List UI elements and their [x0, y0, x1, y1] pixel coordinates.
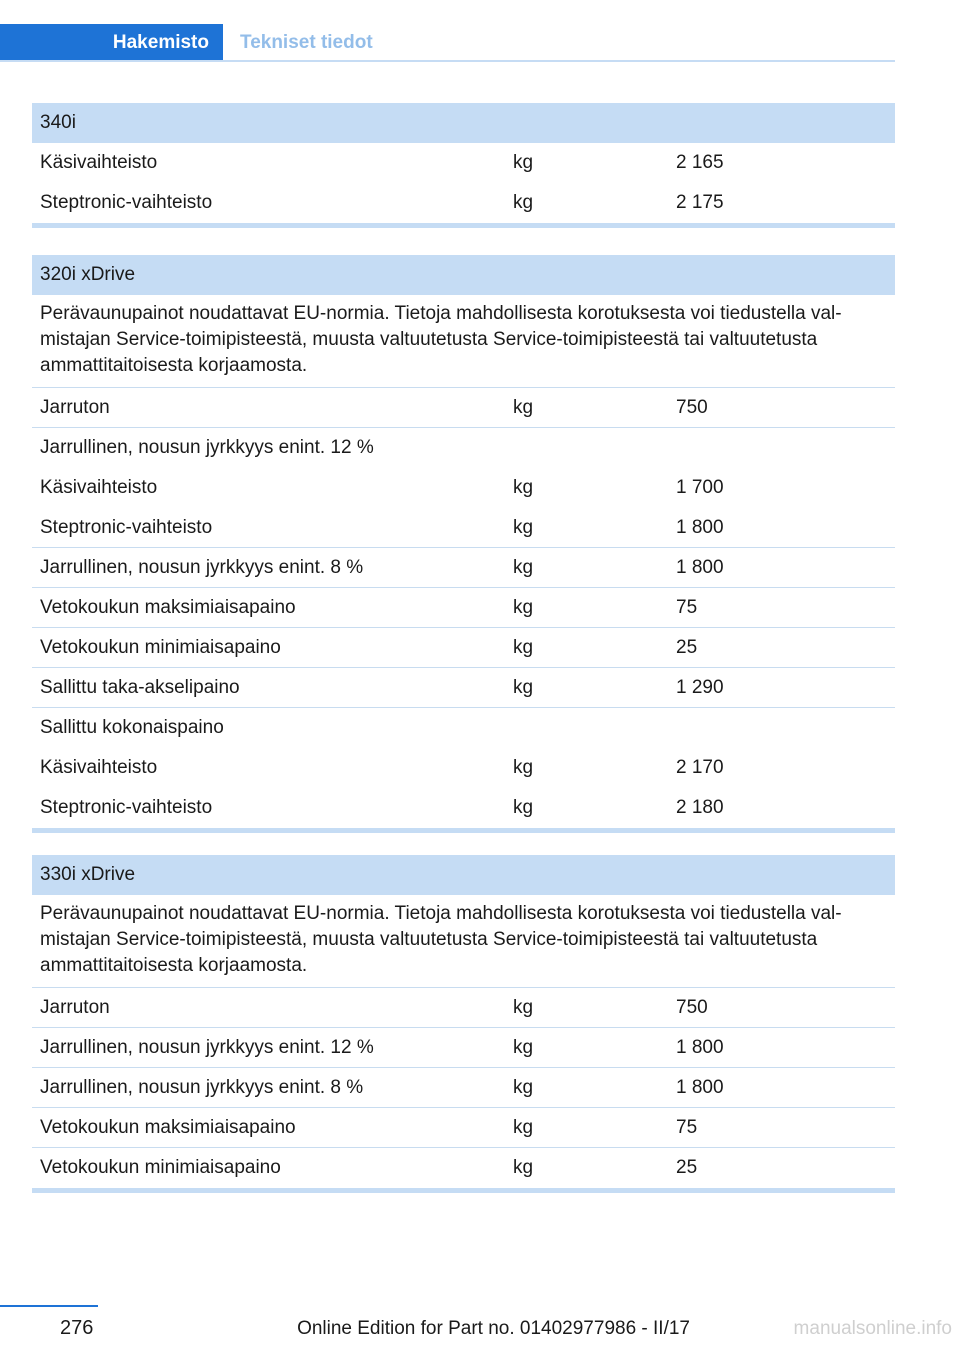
row-label: Käsivaihteisto	[40, 477, 158, 498]
section-340i	[32, 103, 895, 228]
section-end-bar	[32, 828, 895, 833]
row-label: Jarrullinen, nousun jyrkkyys enint. 8 %	[40, 1076, 364, 1098]
row-value: 2 180	[676, 797, 724, 818]
row-value: 25	[676, 636, 698, 658]
row-unit: kg	[513, 477, 534, 498]
table-row	[32, 468, 895, 508]
table-row	[32, 988, 895, 1028]
table-row	[32, 548, 895, 588]
row-label: Steptronic-vaihteisto	[40, 797, 213, 818]
table-row	[32, 1028, 895, 1068]
row-unit: kg	[513, 676, 534, 698]
row-label: Vetokoukun minimiaisapaino	[40, 636, 281, 658]
watermark: manualsonline.info	[793, 1318, 952, 1339]
row-unit: kg	[513, 797, 534, 818]
row-value: 1 800	[676, 1076, 724, 1098]
section-title: 330i xDrive	[32, 855, 895, 895]
tab-hakemisto[interactable]: Hakemisto	[0, 24, 223, 62]
row-value: 1 800	[676, 1036, 724, 1058]
row-value: 750	[676, 996, 708, 1018]
row-unit: kg	[513, 556, 534, 578]
table-row	[32, 388, 895, 428]
row-label: Vetokoukun maksimiaisapaino	[40, 1116, 296, 1138]
row-label: Steptronic-vaihteisto	[40, 192, 213, 213]
table-row	[32, 588, 895, 628]
row-value: 2 165	[676, 152, 724, 173]
row-unit: kg	[513, 152, 534, 173]
row-unit: kg	[513, 396, 534, 418]
row-unit: kg	[513, 1036, 534, 1058]
table-row	[32, 708, 895, 748]
table-row	[32, 428, 895, 468]
table-row	[32, 1108, 895, 1148]
row-value: 25	[676, 1157, 698, 1178]
row-value: 750	[676, 396, 708, 418]
tab-tekniset-tiedot[interactable]: Tekniset tiedot	[240, 32, 373, 53]
row-value: 1 800	[676, 516, 724, 538]
row-label: Jarruton	[40, 396, 110, 418]
row-label: Käsivaihteisto	[40, 757, 158, 778]
row-value: 1 800	[676, 556, 724, 578]
row-label: Jarrullinen, nousun jyrkkyys enint. 8 %	[40, 556, 364, 578]
row-unit: kg	[513, 1076, 534, 1098]
row-label: Jarrullinen, nousun jyrkkyys enint. 12 %	[40, 437, 374, 458]
row-label: Steptronic-vaihteisto	[40, 516, 213, 538]
table-row	[32, 1148, 895, 1188]
table-row	[32, 748, 895, 788]
table-row	[32, 788, 895, 828]
row-unit: kg	[513, 636, 534, 658]
section-title: 320i xDrive	[32, 255, 895, 295]
footer-accent-line	[0, 1305, 98, 1307]
row-unit: kg	[513, 996, 534, 1018]
table-row	[32, 668, 895, 708]
row-value: 2 175	[676, 192, 724, 213]
row-label: Sallittu kokonaispaino	[40, 717, 224, 738]
row-unit: kg	[513, 1157, 534, 1178]
row-value: 75	[676, 596, 698, 618]
section-end-bar	[32, 1188, 895, 1193]
section-title: 340i	[32, 103, 895, 143]
row-label: Sallittu taka-akselipaino	[40, 676, 240, 698]
row-label: Vetokoukun minimiaisapaino	[40, 1157, 281, 1178]
row-unit: kg	[513, 596, 534, 618]
row-value: 1 700	[676, 477, 724, 498]
section-end-bar	[32, 223, 895, 228]
header-divider	[0, 60, 895, 62]
row-label: Käsivaihteisto	[40, 152, 158, 173]
section-320i-xdrive	[32, 255, 895, 833]
header-tabs	[0, 24, 895, 62]
row-value: 75	[676, 1116, 698, 1138]
edition-text: Online Edition for Part no. 01402977986 - II/17	[297, 1318, 690, 1339]
section-330i-xdrive	[32, 855, 895, 1193]
page-number: 276	[60, 1317, 94, 1339]
row-label: Vetokoukun maksimiaisapaino	[40, 596, 296, 618]
table-row	[32, 143, 895, 183]
row-unit: kg	[513, 757, 534, 778]
section-note: Perävaunupainot noudattavat EU-normia. Tietoja mahdollisesta korotuksesta voi tiedustella valmistajan Service-toimipisteestä, muusta valtuutetusta Service-toimipisteestä tai valtuutetusta ammattitaitoisesta korjaamosta.	[32, 895, 895, 988]
table-row	[32, 628, 895, 668]
row-unit: kg	[513, 516, 534, 538]
table-row	[32, 508, 895, 548]
row-label: Jarruton	[40, 996, 110, 1018]
row-value: 2 170	[676, 757, 724, 778]
section-note: Perävaunupainot noudattavat EU-normia. Tietoja mahdollisesta korotuksesta voi tiedustella valmistajan Service-toimipisteestä, muusta valtuutetusta Service-toimipisteestä tai valtuutetusta ammattitaitoisesta korjaamosta.	[32, 295, 895, 388]
row-unit: kg	[513, 192, 534, 213]
row-unit: kg	[513, 1116, 534, 1138]
table-row	[32, 183, 895, 223]
table-row	[32, 1068, 895, 1108]
row-value: 1 290	[676, 676, 724, 698]
row-label: Jarrullinen, nousun jyrkkyys enint. 12 %	[40, 1036, 374, 1058]
